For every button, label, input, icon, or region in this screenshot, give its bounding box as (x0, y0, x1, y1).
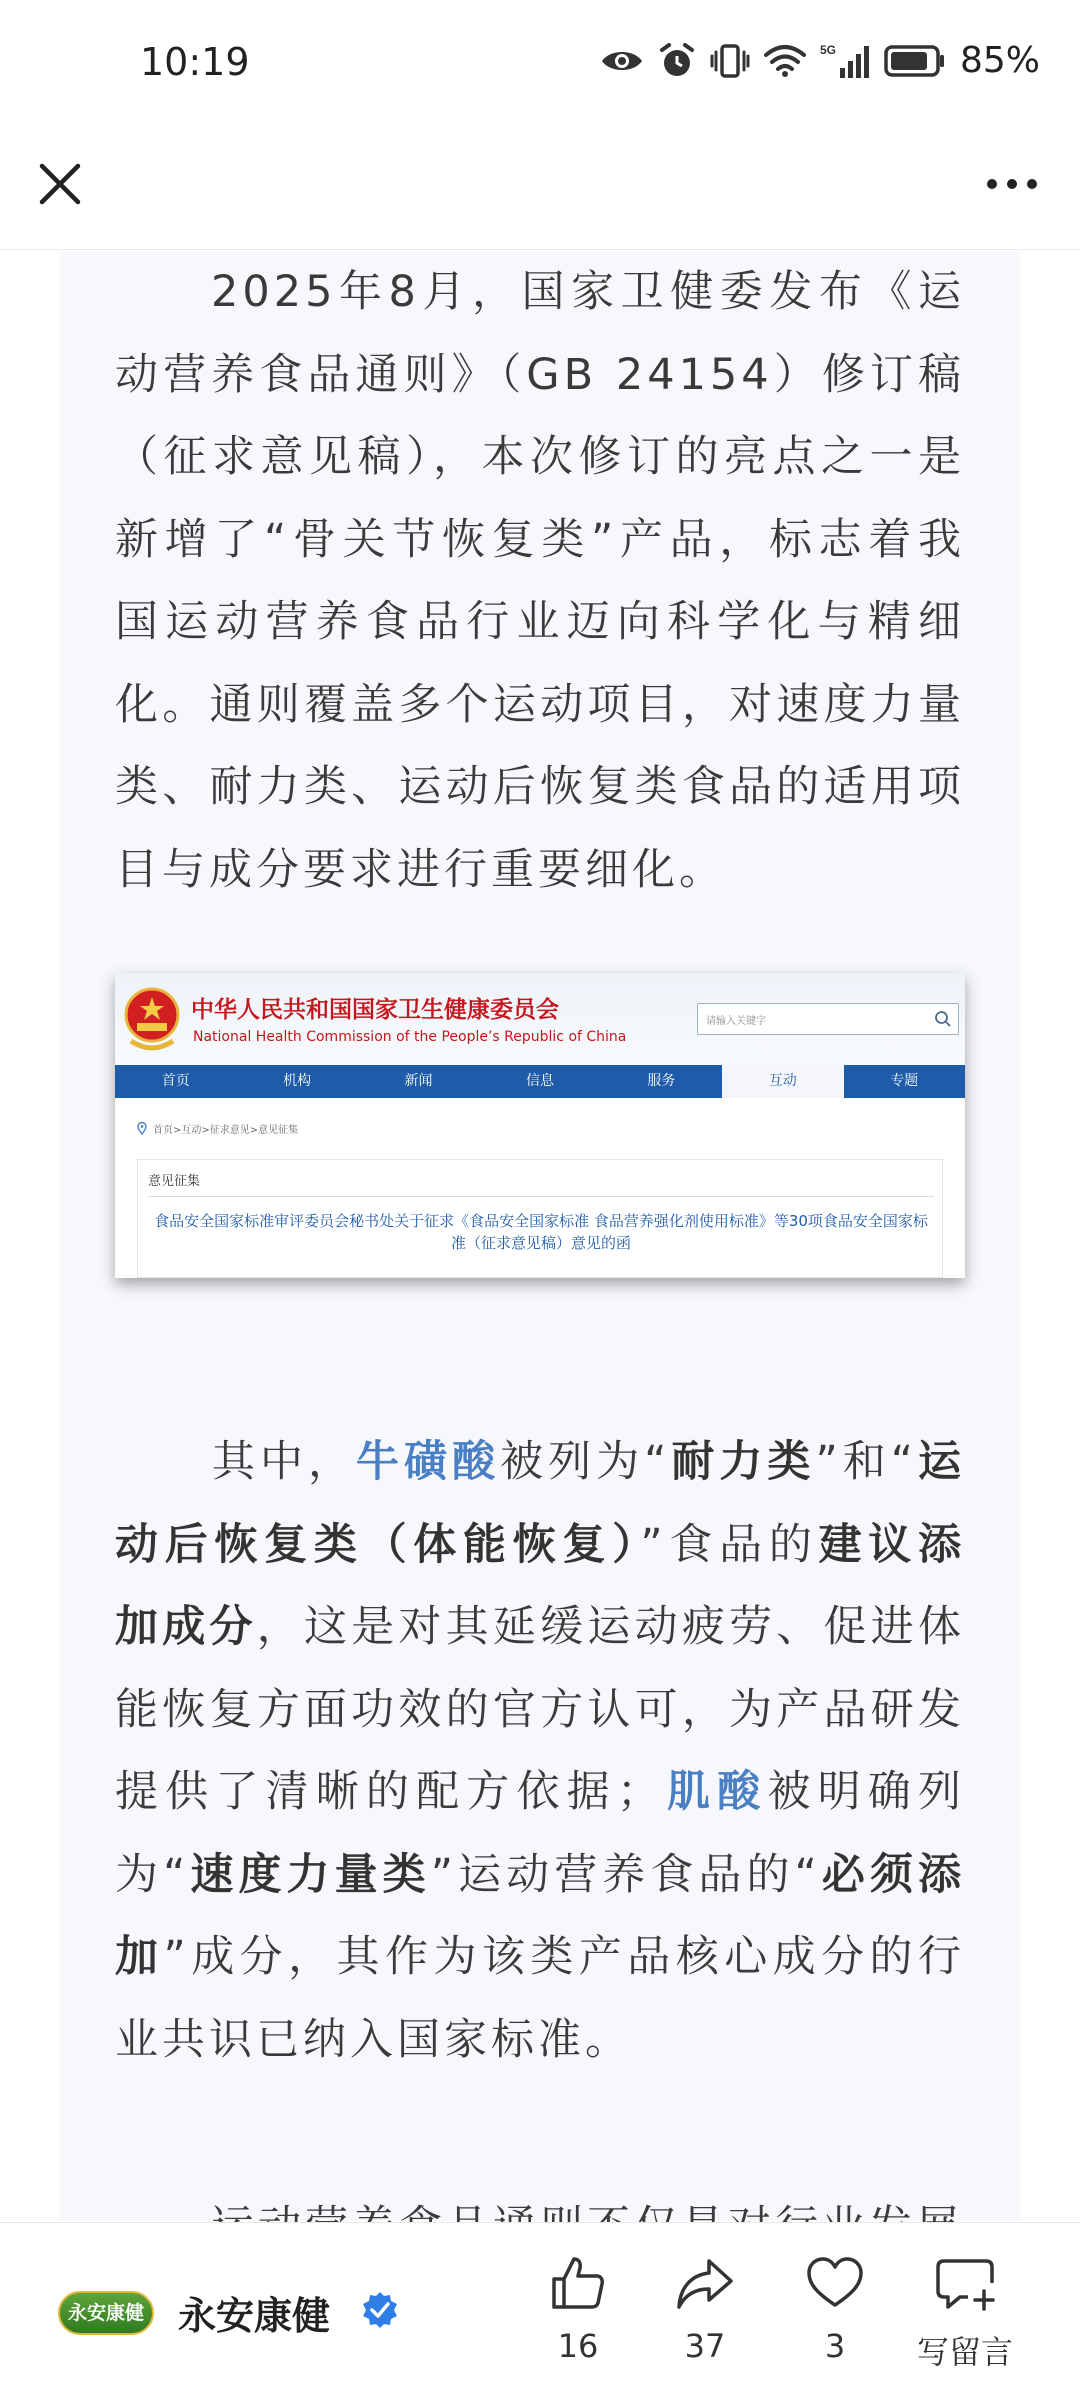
status-bar (0, 0, 1080, 130)
verified-badge-icon (360, 2290, 400, 2330)
site-panel (137, 1159, 943, 1278)
article-paragraph-2: 其中，牛磺酸被列为“耐力类”和“运动后恢复类（体能恢复）”食品的建议添加成分，这是对其延缓运动疲劳、促进体能恢复方面功效的官方认可，为产品研发提供了清晰的配方依据；肌酸被明确列为“速度力量类”运动营养食品的“必须添加”成分，其作为该类产品核心成分的行业共识已纳入国家标准。 (115, 1437, 966, 2065)
site-nav-item: 首页 (161, 1073, 190, 1089)
like-button[interactable] (518, 2253, 638, 2383)
site-notice-link: 食品安全国家标准审评委员会秘书处关于征求《食品安全国家标准 食品营养强化剂使用标准》等30项食品安全国家标准（征求意见稿）意见的函 (154, 1212, 928, 1252)
site-nav-item: 服务 (647, 1073, 676, 1089)
favorite-button[interactable] (775, 2253, 895, 2383)
status-icons (600, 40, 1040, 81)
site-header (115, 973, 965, 1065)
more-button[interactable] (972, 152, 1052, 216)
site-panel-title: 意见征集 (148, 1174, 201, 1189)
creatine-link[interactable]: 肌酸 (663, 1767, 768, 1817)
account-logo[interactable]: 永安康健 (58, 2291, 154, 2335)
vibrate-icon (710, 43, 750, 79)
status-time: 10:19 (140, 40, 250, 84)
share-button[interactable] (645, 2253, 765, 2383)
close-button[interactable] (28, 152, 92, 216)
write-comment-label: 写留言 (916, 2333, 1013, 2371)
share-arrow-icon (675, 2253, 735, 2313)
site-nav-item-active: 互动 (722, 1065, 843, 1098)
close-icon (28, 152, 92, 216)
site-nav-item: 专题 (890, 1073, 919, 1089)
site-title-en: National Health Commission of the People’s Republic of China (193, 1029, 627, 1045)
battery-icon (884, 44, 946, 78)
comment-add-icon (934, 2253, 996, 2313)
more-icon (987, 179, 997, 189)
site-search-placeholder: 请输入关键字 (706, 1016, 766, 1027)
taurine-link[interactable]: 牛磺酸 (356, 1437, 501, 1487)
location-pin-icon (137, 1122, 147, 1135)
embedded-website-image (115, 973, 965, 1278)
site-breadcrumb: 首页>互动>征求意见>意见征集 (137, 1121, 298, 1136)
favorite-count: 3 (824, 2327, 846, 2365)
article-content (60, 251, 1020, 2221)
site-nav (115, 1065, 965, 1098)
divider (148, 1196, 934, 1197)
thumbs-up-icon (548, 2253, 608, 2313)
article-paragraph-1: 2025年8月，国家卫健委发布《运动营养食品通则》（GB 24154）修订稿（征求意见稿），本次修订的亮点之一是新增了“骨关节恢复类”产品，标志着我国运动营养食品行业迈向科学化与精细化。通则覆盖多个运动项目，对速度力量类、耐力类、运动后恢复类食品的适用项目与成分要求进行重要细化。 (115, 267, 965, 895)
like-count: 16 (557, 2327, 599, 2365)
battery-percent: 85% (959, 40, 1040, 81)
site-search-box (697, 1003, 959, 1035)
site-nav-item: 新闻 (404, 1073, 433, 1089)
heart-icon (805, 2253, 865, 2313)
network-type: 5G (819, 42, 836, 57)
site-nav-item: 机构 (283, 1073, 312, 1089)
wifi-icon (764, 44, 806, 78)
account-name[interactable]: 永安康健 (178, 2294, 331, 2338)
site-nav-item: 信息 (525, 1073, 554, 1089)
alarm-icon (658, 42, 696, 80)
top-nav (0, 130, 1080, 250)
search-icon (934, 1010, 952, 1028)
bottom-action-bar (0, 2222, 1080, 2400)
write-comment-button[interactable] (903, 2253, 1027, 2383)
site-title-cn: 中华人民共和国国家卫生健康委员会 (191, 997, 559, 1023)
national-emblem-icon (123, 983, 181, 1055)
signal-icon (820, 42, 870, 80)
share-count: 37 (684, 2327, 726, 2365)
eye-icon (600, 45, 644, 77)
